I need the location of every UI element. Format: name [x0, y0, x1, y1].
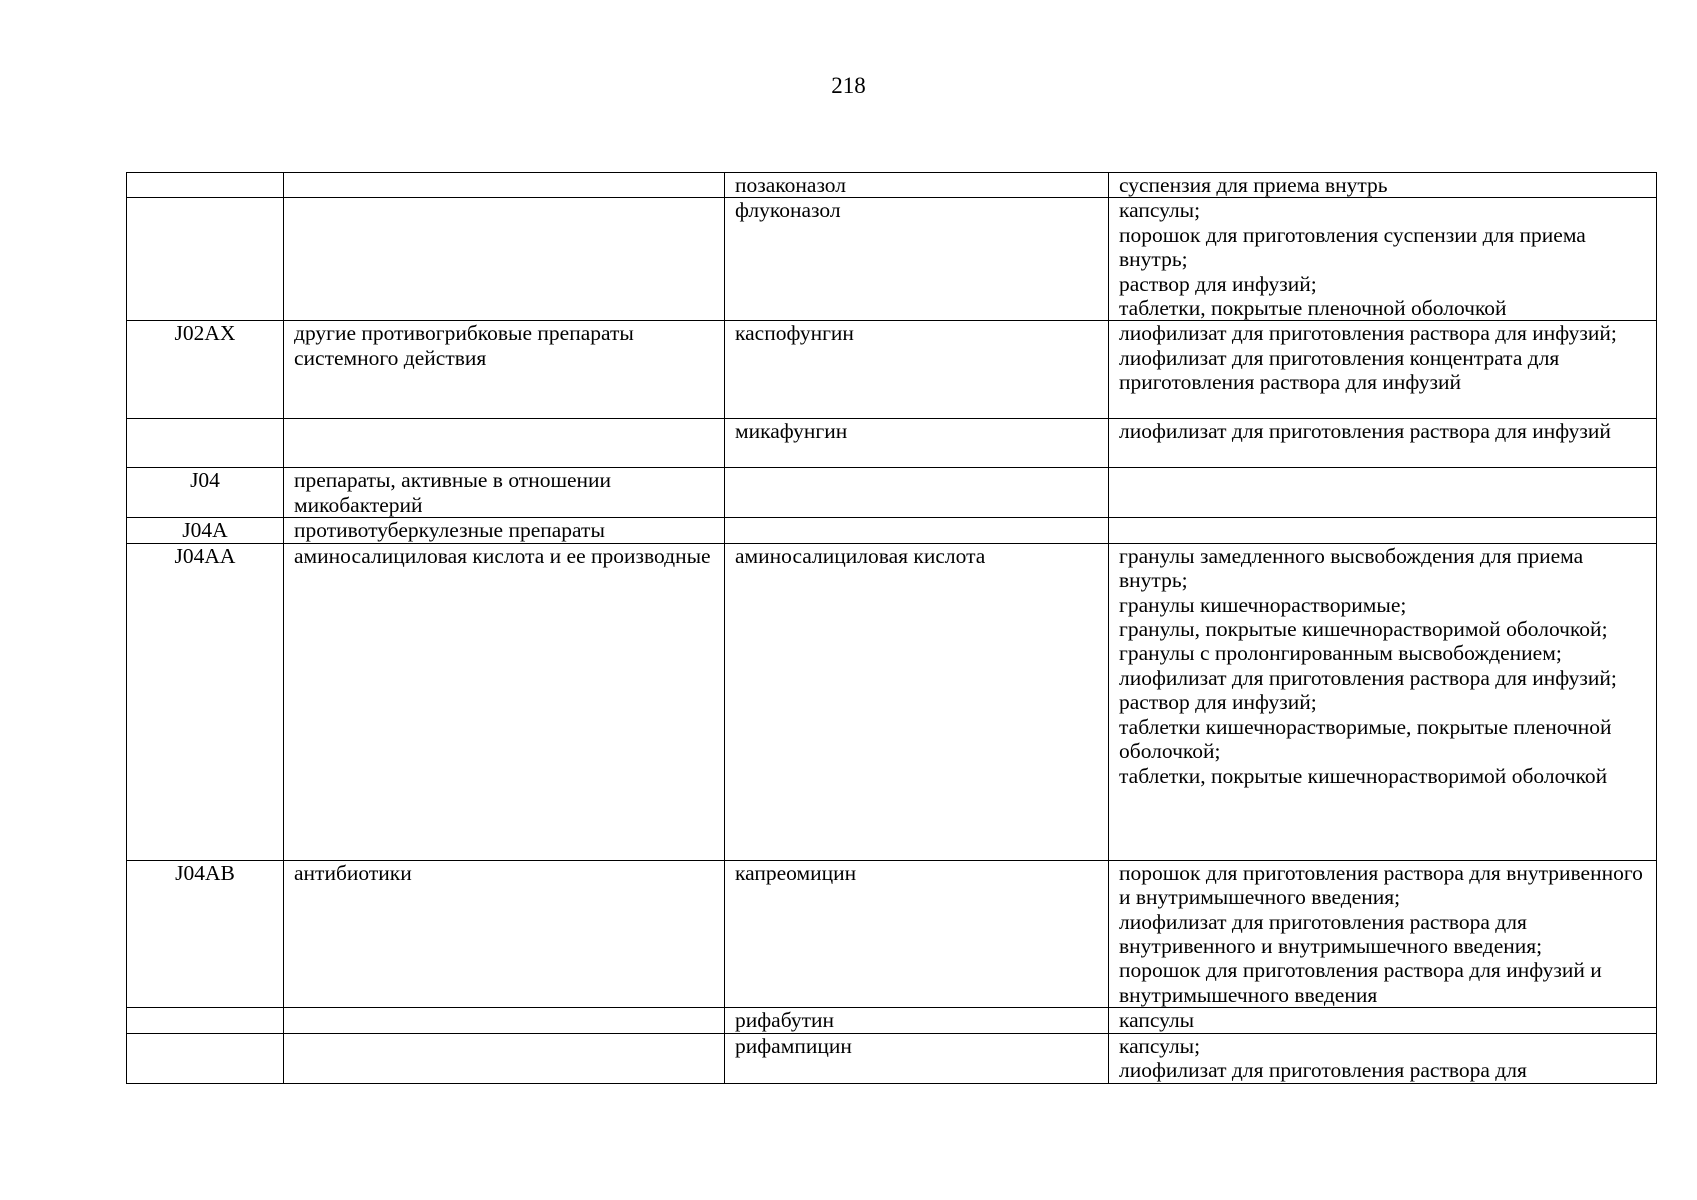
atc-code-cell	[127, 198, 284, 321]
group-cell: аминосалициловая кислота и ее производные	[284, 543, 725, 860]
drug-name-cell: аминосалициловая кислота	[725, 543, 1109, 860]
table-row	[127, 518, 1657, 543]
dosage-forms-cell	[1109, 1008, 1657, 1033]
dosage-forms-cell	[1109, 419, 1657, 468]
dosage-form: гранулы замедленного высвобождения для приема внутрь;	[1119, 543, 1584, 593]
drug-name-cell	[725, 518, 1109, 543]
dosage-form: суспензия для приема внутрь	[1119, 173, 1388, 197]
atc-code-cell: J04A	[127, 518, 284, 543]
drug-name-cell: позаконазол	[725, 173, 1109, 198]
group-cell: другие противогрибковые препараты системного действия	[284, 321, 725, 419]
drug-name-cell: микафунгин	[725, 419, 1109, 468]
table-row	[127, 543, 1657, 860]
table-row	[127, 198, 1657, 321]
dosage-form: таблетки кишечнорастворимые, покрытые пленочной оболочкой;	[1119, 714, 1612, 764]
atc-code-cell: J04	[127, 468, 284, 518]
table-row	[127, 860, 1657, 1007]
atc-code-cell	[127, 1008, 284, 1033]
group-cell	[284, 173, 725, 198]
dosage-form: раствор для инфузий;	[1119, 690, 1317, 715]
dosage-form: лиофилизат для приготовления раствора для инфузий;	[1119, 321, 1617, 346]
dosage-form: капсулы;	[1119, 1033, 1201, 1058]
group-cell: препараты, активные в отношении микобактерий	[284, 468, 725, 518]
dosage-form: таблетки, покрытые кишечнорастворимой оболочкой	[1119, 763, 1608, 788]
dosage-form: капсулы;	[1119, 198, 1201, 223]
drug-name-cell: рифампицин	[725, 1033, 1109, 1083]
dosage-form: лиофилизат для приготовления раствора для инфузий	[1119, 419, 1611, 444]
drug-name-cell: капреомицин	[725, 860, 1109, 1007]
dosage-form: гранулы, покрытые кишечнорастворимой оболочкой;	[1119, 617, 1608, 642]
dosage-form: лиофилизат для приготовления раствора для	[1119, 1058, 1527, 1083]
table-row	[127, 1008, 1657, 1033]
dosage-form: порошок для приготовления суспензии для приема внутрь;	[1119, 222, 1586, 272]
dosage-forms-cell	[1109, 468, 1657, 518]
table-row	[127, 419, 1657, 468]
atc-code-cell	[127, 1033, 284, 1083]
group-cell: противотуберкулезные препараты	[284, 518, 725, 543]
page-number: 218	[831, 73, 866, 98]
drug-name-cell	[725, 468, 1109, 518]
dosage-form: гранулы с пролонгированным высвобождением;	[1119, 641, 1562, 666]
dosage-forms-cell	[1109, 860, 1657, 1007]
dosage-form: лиофилизат для приготовления раствора для внутривенного и внутримышечного введения;	[1119, 909, 1543, 959]
drug-table	[126, 172, 1657, 1084]
dosage-form: лиофилизат для приготовления концентрата для приготовления раствора для инфузий	[1119, 345, 1560, 395]
dosage-forms-cell	[1109, 198, 1657, 321]
atc-code-cell: J02AX	[127, 321, 284, 419]
atc-code-cell: J04AA	[127, 543, 284, 860]
dosage-forms-cell	[1109, 173, 1657, 198]
group-cell	[284, 1008, 725, 1033]
dosage-form: порошок для приготовления раствора для внутривенного и внутримышечного введения;	[1119, 860, 1643, 910]
group-cell	[284, 419, 725, 468]
dosage-form: порошок для приготовления раствора для инфузий и внутримышечного введения	[1119, 958, 1602, 1007]
dosage-forms-cell	[1109, 321, 1657, 419]
dosage-forms-cell	[1109, 518, 1657, 543]
drug-name-cell: рифабутин	[725, 1008, 1109, 1033]
table-row	[127, 173, 1657, 198]
dosage-form: таблетки, покрытые пленочной оболочкой	[1119, 296, 1507, 321]
drug-name-cell: каспофунгин	[725, 321, 1109, 419]
table-row	[127, 321, 1657, 419]
group-cell	[284, 198, 725, 321]
drug-name-cell: флуконазол	[725, 198, 1109, 321]
atc-code-cell	[127, 419, 284, 468]
table-row	[127, 468, 1657, 518]
atc-code-cell	[127, 173, 284, 198]
group-cell	[284, 1033, 725, 1083]
dosage-form: капсулы	[1119, 1008, 1195, 1033]
atc-code-cell: J04AB	[127, 860, 284, 1007]
dosage-form: раствор для инфузий;	[1119, 271, 1317, 296]
group-cell: антибиотики	[284, 860, 725, 1007]
table-row	[127, 1033, 1657, 1083]
dosage-forms-cell	[1109, 543, 1657, 860]
dosage-form: гранулы кишечнорастворимые;	[1119, 592, 1407, 617]
dosage-form: лиофилизат для приготовления раствора для инфузий;	[1119, 665, 1617, 690]
dosage-forms-cell	[1109, 1033, 1657, 1083]
